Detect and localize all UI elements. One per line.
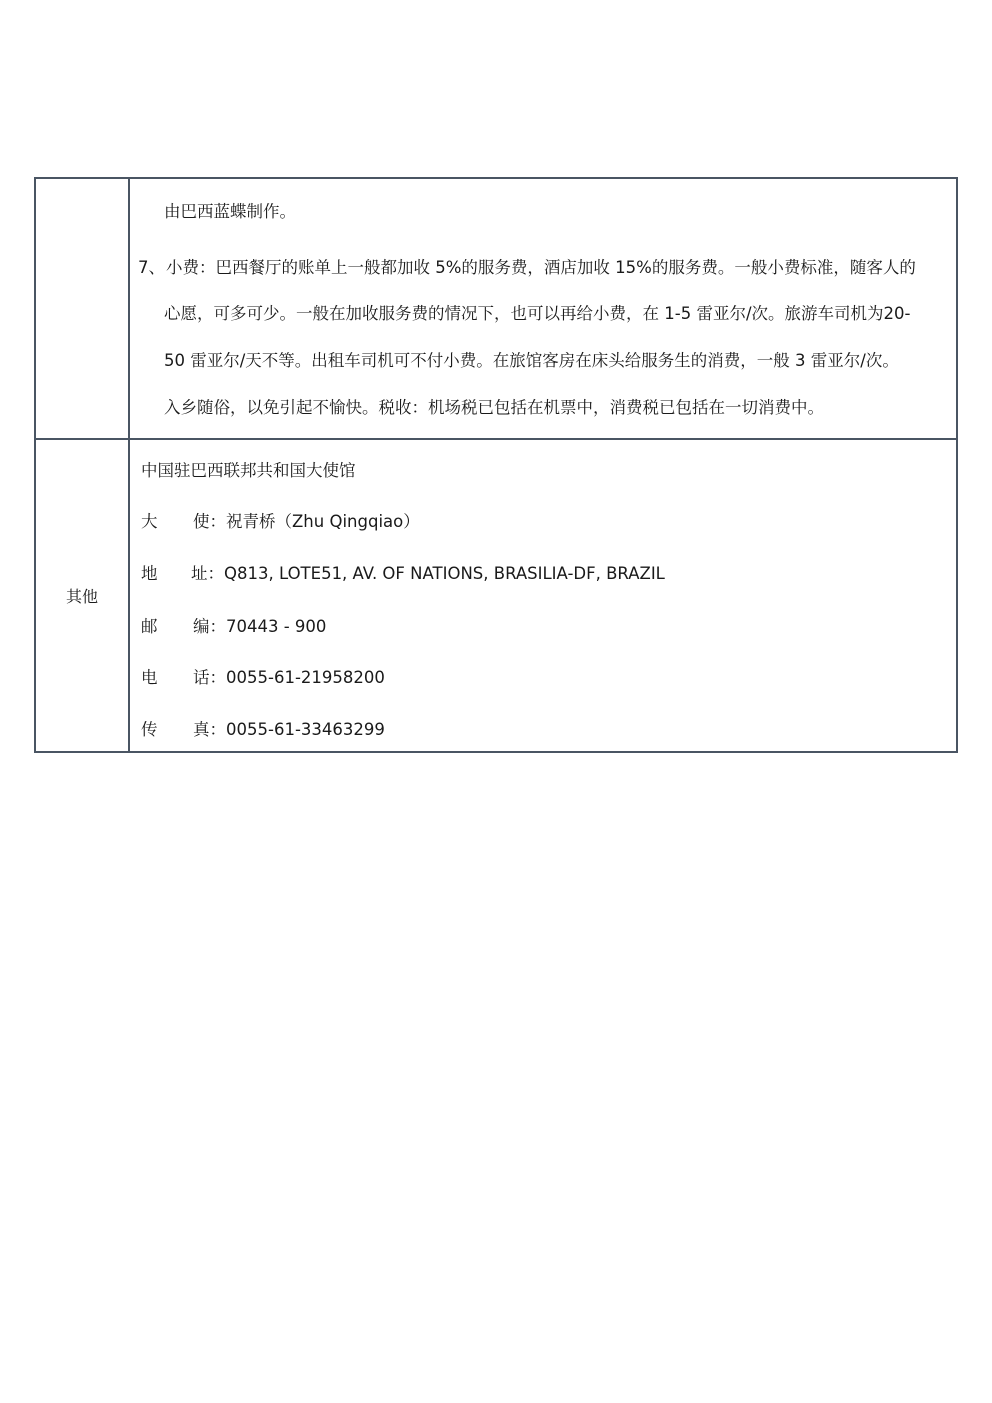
embassy-content-cell xyxy=(129,439,957,752)
tips-line-2: 心愿，可多可少。一般在加收服务费的情况下，也可以再给小费，在 1-5 雷亚尔/次。旅游车司机为20- xyxy=(164,304,911,323)
info-table xyxy=(34,177,958,753)
field-label-char: 邮 xyxy=(141,617,158,636)
field-label-char: 大 xyxy=(141,512,158,531)
phone-value: 0055-61-21958200 xyxy=(226,668,385,687)
field-postcode xyxy=(141,617,326,637)
tips-line-4: 入乡随俗，以免引起不愉快。税收：机场税已包括在机票中，消费税已包括在一切消费中。 xyxy=(164,398,824,417)
field-label-suffix: 址： xyxy=(191,564,224,583)
tips-continuation: 由巴西蓝蝶制作。 xyxy=(164,202,296,221)
field-ambassador xyxy=(141,512,420,532)
row-label-other: 其他 xyxy=(35,439,129,752)
postcode-value: 70443 - 900 xyxy=(226,617,327,636)
tips-line-1: 小费：巴西餐厅的账单上一般都加收 5%的服务费，酒店加收 15%的服务费。一般小费标准，随客人的 xyxy=(166,258,916,277)
row-label-empty xyxy=(35,178,129,439)
tips-item-number: 7、 xyxy=(138,258,165,277)
fax-value: 0055-61-33463299 xyxy=(226,720,385,739)
tips-content-cell xyxy=(129,178,957,439)
field-fax xyxy=(141,720,385,740)
embassy-name: 中国驻巴西联邦共和国大使馆 xyxy=(141,461,356,480)
address-value: Q813, LOTE51, AV. OF NATIONS, BRASILIA-DF, BRAZIL xyxy=(224,564,665,583)
field-label-char: 电 xyxy=(141,668,158,687)
ambassador-value: 祝青桥（Zhu Qingqiao） xyxy=(226,512,420,531)
field-label-suffix: 话： xyxy=(193,668,226,687)
field-label-char: 传 xyxy=(141,720,158,739)
field-phone xyxy=(141,668,385,688)
field-label-char: 地 xyxy=(141,564,158,583)
field-label-suffix: 真： xyxy=(193,720,226,739)
table-row-tips xyxy=(35,178,957,439)
field-label-suffix: 使： xyxy=(193,512,226,531)
field-address xyxy=(141,564,665,584)
table-row-other xyxy=(35,439,957,752)
tips-line-3: 50 雷亚尔/天不等。出租车司机可不付小费。在旅馆客房在床头给服务生的消费，一般 3 雷亚尔/次。 xyxy=(164,351,899,370)
field-label-suffix: 编： xyxy=(193,617,226,636)
